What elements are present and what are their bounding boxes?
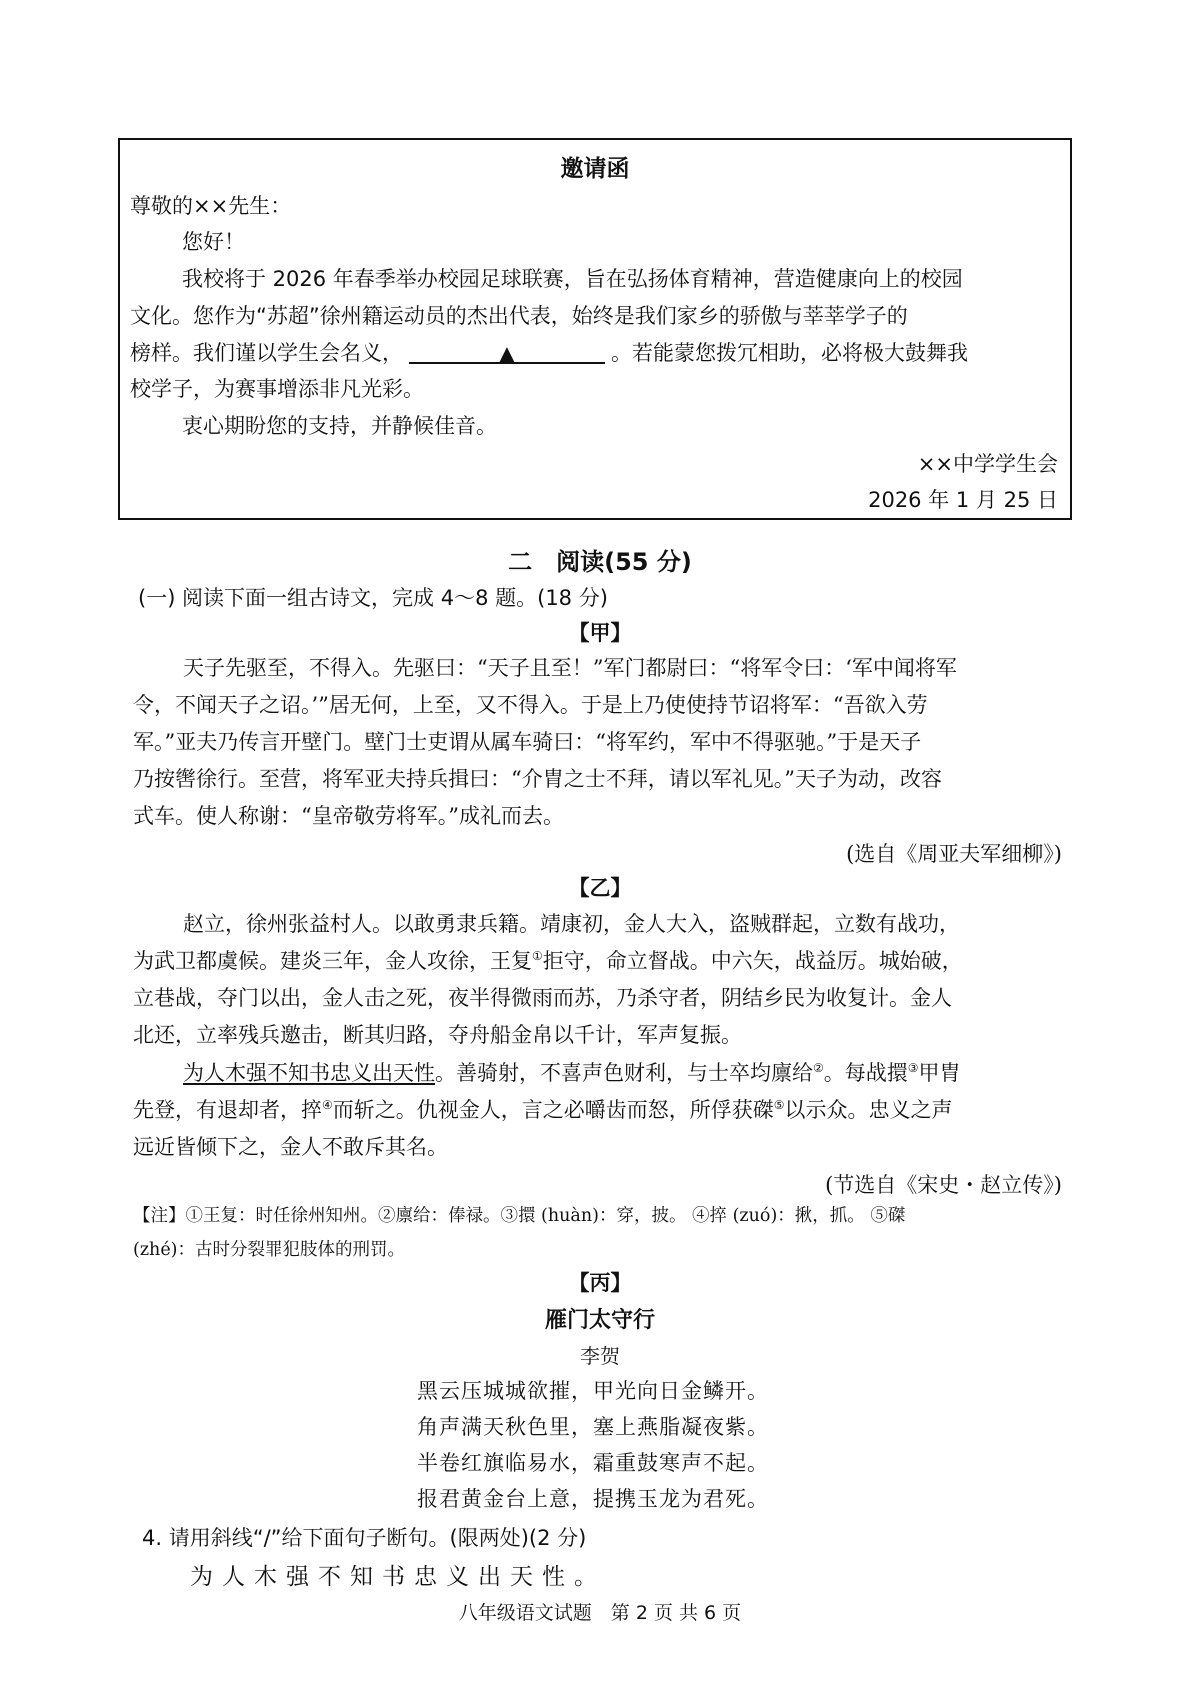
footnote-marker: ④ <box>322 1098 333 1112</box>
invitation-closing: 衷心期盼您的支持，并静候佳音。 <box>182 414 497 438</box>
passage-yi-line: 赵立，徐州张益村人。以敢勇隶兵籍。靖康初，金人大入，盗贼群起，立数有战功， <box>183 912 960 936</box>
passage-yi-line <box>133 945 1081 975</box>
passage-label-yi: 【乙】 <box>568 876 632 900</box>
passage-jia-line: 乃按辔徐行。至营，将军亚夫持兵揖曰：“介胄之士不拜，请以军礼见。”天子为动，改容 <box>133 767 942 791</box>
part-intro: (一) 阅读下面一组古诗文，完成 4～8 题。(18 分) <box>138 586 608 610</box>
invitation-salutation: 尊敬的××先生： <box>130 194 292 218</box>
poem-title: 雁门太守行 <box>544 1308 655 1333</box>
invitation-paragraph-line: 校学子，为赛事增添非凡光彩。 <box>130 377 424 401</box>
annotation-note: 【注】①王复：时任徐州知州。②廪给：俸禄。③擐 (huàn)：穿，披。 ④捽 (zuó)：揪，抓。 ⑤磔 <box>133 1206 906 1226</box>
invitation-title: 邀请函 <box>560 156 630 182</box>
passage-yi-line: 立巷战，夺门以出，金人击之死，夜半得微雨而苏，乃杀守者，阴结乡民为收复计。金人 <box>133 986 952 1010</box>
question-4-prompt: 4. 请用斜线“/”给下面句子断句。(限两处)(2 分) <box>142 1526 587 1550</box>
invitation-date: 2026 年 1 月 25 日 <box>868 488 1058 512</box>
passage-yi-text: 先登，有退却者，捽 <box>133 1098 322 1122</box>
invitation-box <box>118 138 1072 520</box>
footnote-marker: ⑤ <box>773 1098 785 1112</box>
invitation-text-after-blank: 。若能蒙您拨冗相助，必将极大鼓舞我 <box>611 341 968 365</box>
invitation-paragraph-line: 我校将于 2026 年春季举办校园足球联赛，旨在弘扬体育精神，营造健康向上的校园 <box>182 267 963 291</box>
annotation-note: (zhé)：古时分裂罪犯肢体的刑罚。 <box>133 1240 406 1260</box>
underlined-sentence: 为人木强不知书忠义出天性 <box>183 1061 435 1085</box>
poem-line: 半卷红旗临易水，霜重鼓寒声不起。 <box>417 1451 769 1475</box>
footnote-marker: ③ <box>907 1061 919 1075</box>
passage-label-bing: 【丙】 <box>568 1271 632 1295</box>
passage-label-jia: 【甲】 <box>568 621 632 645</box>
passage-yi-line <box>183 1057 1131 1087</box>
passage-jia-line: 天子先驱至，不得入。先驱曰：“天子且至！”军门都尉曰：“将军令曰：‘军中闻将军 <box>183 656 957 680</box>
passage-yi-text: 而斩之。仇视金人，言之必嚼齿而怒，所俘获磔 <box>332 1098 774 1122</box>
page-footer: 八年级语文试题 第 2 页 共 6 页 <box>458 1602 742 1624</box>
passage-yi-line: 远近皆倾下之，金人不敢斥其名。 <box>133 1135 448 1159</box>
question-4-sentence[interactable]: 为人木强不知书忠义出天性。 <box>190 1564 606 1590</box>
passage-yi-text: 以示众。忠义之声 <box>784 1098 953 1122</box>
passage-yi-text: 为武卫都虞候。建炎三年，金人攻徐，王复 <box>133 949 532 973</box>
section-title: 二 阅读(55 分) <box>508 548 692 576</box>
invitation-greeting: 您好！ <box>182 230 245 254</box>
poem-author: 李贺 <box>580 1344 620 1368</box>
footnote-marker: ② <box>813 1061 824 1075</box>
invitation-text-before-blank: 榜样。我们谨以学生会名义， <box>130 341 403 365</box>
poem-line: 报君黄金台上意，提携玉龙为君死。 <box>417 1487 769 1511</box>
passage-yi-text: 拒守，命立督战。中六矢，战益厉。城始破， <box>542 949 963 973</box>
passage-yi-line <box>133 1094 1081 1124</box>
answer-blank[interactable] <box>409 341 605 365</box>
passage-jia-source: (选自《周亚夫军细柳》) <box>846 842 1062 866</box>
triangle-icon: ▲ <box>499 341 515 365</box>
passage-yi-text: 甲胄 <box>918 1061 961 1085</box>
invitation-signer: ××中学学生会 <box>917 452 1058 476</box>
poem-line: 角声满天秋色里，塞上燕脂凝夜紫。 <box>417 1415 769 1439</box>
poem-line: 黑云压城城欲摧，甲光向日金鳞开。 <box>417 1379 769 1403</box>
invitation-paragraph-line <box>130 337 968 367</box>
passage-yi-line: 北还，立率残兵邀击，断其归路，夺舟船金帛以千计，军声复振。 <box>133 1023 742 1047</box>
passage-yi-source: (节选自《宋史・赵立传》) <box>825 1173 1062 1197</box>
passage-jia-line: 军。”亚夫乃传言开壁门。壁门士吏谓从属车骑曰：“将军约，军中不得驱驰。”于是天子 <box>133 730 922 754</box>
passage-yi-text: 。善骑射，不喜声色财利，与士卒均廪给 <box>435 1061 813 1085</box>
invitation-paragraph-line: 文化。您作为“苏超”徐州籍运动员的杰出代表，始终是我们家乡的骄傲与莘莘学子的 <box>130 304 908 328</box>
passage-jia-line: 令，不闻天子之诏。’”居无何，上至，又不得入。于是上乃使使持节诏将军：“吾欲入劳 <box>133 693 928 717</box>
footnote-marker: ① <box>532 949 543 963</box>
passage-jia-line: 式车。使人称谢：“皇帝敬劳将军。”成礼而去。 <box>133 804 564 828</box>
passage-yi-text: 。每战擐 <box>823 1061 908 1085</box>
